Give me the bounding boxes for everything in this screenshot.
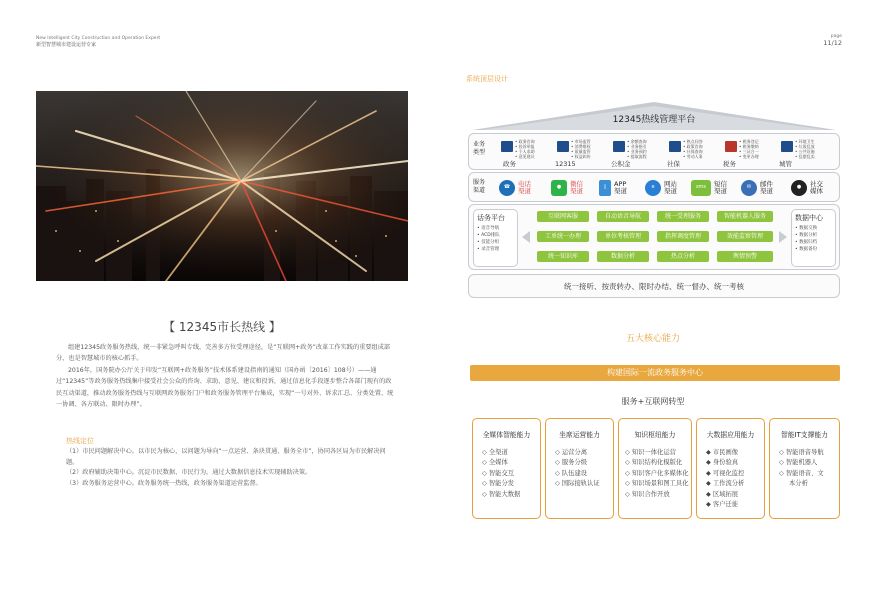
capability-item: ◇ 运营分离 <box>555 449 588 456</box>
channel-item <box>551 178 583 198</box>
market-building-icon <box>557 141 569 152</box>
channel-name: 网站 渠道 <box>664 179 677 195</box>
service-name: 税务 <box>723 160 736 168</box>
capability-item: ◇ 智能机器人 <box>779 459 818 467</box>
platform-functions-band <box>468 204 840 270</box>
capability-item: ◆ 工作流分析 <box>706 480 745 488</box>
capability-title: 知识枢纽能力 <box>634 431 676 439</box>
page-label: page <box>830 34 842 39</box>
channel-item <box>599 178 627 198</box>
service-name: 政务 <box>503 160 516 168</box>
data-center-title: 数据中心 <box>795 214 823 222</box>
capability-item: ◇ 知识一体化运营 <box>625 449 676 456</box>
call-platform-item: • 语音导航 <box>477 226 500 231</box>
service-item <box>499 139 541 167</box>
header-english: New Intelligent City Construction and Operation Expert <box>36 36 161 41</box>
service-desc: • 环境卫生 • 垃圾乱放 • 公共设施 • 乱摆乱卖 <box>795 139 815 159</box>
service-desc: • 热点问答 • 政策咨询 • 社保查询 • 劳动人事 <box>683 139 703 159</box>
data-center-item: • 数据交换 <box>795 226 818 231</box>
data-center-item: • 数据备份 <box>795 247 818 252</box>
service-name: 12315 <box>555 160 576 168</box>
core-capabilities-title: 五大核心能力 <box>625 334 680 344</box>
capability-item: ◇ 知识结构化模版化 <box>625 459 683 467</box>
capability-column <box>545 418 614 519</box>
function-box: 智能机器人服务 <box>717 211 773 222</box>
capability-item: ◇ 全渠道 <box>482 449 508 456</box>
system-design-heading: 系统顶层设计 <box>466 75 508 83</box>
capability-item: ◆ 市民画像 <box>706 449 739 456</box>
function-box: 统一知识库 <box>537 251 589 262</box>
ie-icon: e <box>645 180 661 196</box>
capability-item: 本分析 <box>789 480 808 488</box>
call-platform-title: 话务平台 <box>477 214 505 222</box>
channel-name: 社交 媒体 <box>810 179 823 195</box>
fund-building-icon <box>613 141 625 152</box>
city-light-trails-image <box>36 91 408 281</box>
right-arrow-icon <box>779 231 787 243</box>
page-number: 11/12 <box>823 39 842 47</box>
app-icon: ▯ <box>599 180 611 196</box>
capability-item: ◇ 智能语音、文 <box>779 469 824 477</box>
channel-name: 短信 渠道 <box>714 179 727 195</box>
qq-icon: ● <box>791 180 807 196</box>
sms-icon: sms <box>691 180 711 196</box>
data-center-box <box>791 209 836 267</box>
unified-process-band: 统一接听、按责转办、限时办结、统一督办、统一考核 <box>468 274 840 298</box>
phone-icon: ☎ <box>499 180 515 196</box>
service-item <box>555 139 597 167</box>
channel-item <box>691 178 727 198</box>
call-platform-item: • 技能分组 <box>477 240 500 245</box>
channel-name: 微信 渠道 <box>570 179 583 195</box>
channel-name: 电话 渠道 <box>518 179 531 195</box>
channel-item <box>499 178 531 198</box>
service-desc: • 政务咨询 • 投诉举报 • 个人求助 • 意见建议 <box>515 139 535 159</box>
capability-title: 智能IT支撑能力 <box>781 431 828 439</box>
platform-title: 12345热线管理平台 <box>612 115 696 125</box>
service-desc: • 市场监管 • 消费维权 • 质量监管 • 权益纠纷 <box>571 139 591 159</box>
service-name: 城管 <box>779 160 792 168</box>
function-box: 热点分析 <box>657 251 709 262</box>
list-item: （3）政务服务运营中心。政务服务统一热线，政务服务渠道运营监督。 <box>66 479 262 487</box>
list-item: （2）政府辅助决策中心。沉淀市民数据、市民行为，通过大数据信息技术实现辅助决策。 <box>66 469 312 477</box>
left-arrow-icon <box>522 231 530 243</box>
capability-item: ◆ 可视化监控 <box>706 469 745 477</box>
call-platform-item: • 录音管理 <box>477 247 500 252</box>
capability-title: 大数据应用能力 <box>706 431 755 439</box>
function-box: 单位考核管理 <box>597 231 649 242</box>
capability-item: ◇ 知识客户化多媒体化 <box>625 469 689 477</box>
channel-name: 邮件 渠道 <box>760 179 773 195</box>
capability-column <box>472 418 541 519</box>
capability-title: 全媒体智能能力 <box>482 431 531 439</box>
service-desc: • 税务登记 • 税务缴纳 • 三证合一 • 变更办理 <box>739 139 759 159</box>
data-center-item: • 数据分析 <box>795 233 818 238</box>
capability-item: ◇ 智能分发 <box>482 480 515 488</box>
capability-item: ◇ 队伍建设 <box>555 469 588 477</box>
channel-item <box>741 178 773 198</box>
intro-paragraph: 2016年，国务院办公厅关于印发“互联网+政务服务”技术体系建设指南的通知（国办函〔2016〕108号）——通过“12345”等政务服务热线集中接受社会公众的咨询、求助、意见、建议和投诉，通过信息化手段逐步整合各部门现有的政民互动渠道，推动政务服务热线与互联网政务服务门户和政务服务管理平台集成，实现“一号对外、诉求汇总、分类处置、统一协调、各方联动、限时办理”。 <box>56 366 394 409</box>
service-name: 公积金 <box>611 160 631 168</box>
wechat-icon: ● <box>551 180 567 196</box>
capability-item: ◇ 国际接轨认证 <box>555 480 600 488</box>
capability-column <box>618 418 692 519</box>
capability-item: ◇ 知识场景和图工具化 <box>625 480 689 488</box>
government-building-icon <box>501 141 513 152</box>
service-name: 社保 <box>667 160 680 168</box>
core-goal-bar: 构建国际一流政务服务中心 <box>470 365 840 381</box>
function-box: 效能监察管理 <box>717 231 773 242</box>
channel-name: APP 渠道 <box>614 179 627 195</box>
capability-item: ◆ 客户迁徙 <box>706 501 739 509</box>
service-desc: • 余额查询 • 业务指引 • 业务预约 • 提取流程 <box>627 139 647 159</box>
service-item <box>723 139 765 167</box>
intro-paragraph: 组建12345政务服务热线，统一非紧急呼叫专线，完善多方位受理途径，是“互联网+政务”改革工作实践的重要组成部分，也是智慧城市的核心抓手。 <box>56 344 391 363</box>
capability-item: ◇ 全媒体 <box>482 459 508 467</box>
capability-item: ◇ 服务分级 <box>555 459 588 467</box>
function-box: 统一受理服务 <box>657 211 709 222</box>
function-box: 互联网客服 <box>537 211 589 222</box>
function-box: 指挥调度管理 <box>657 231 709 242</box>
channel-item <box>645 178 677 198</box>
hotline-position-heading: 热线定位 <box>66 437 94 445</box>
intro-body <box>56 342 396 410</box>
city-management-shield-icon <box>781 141 793 152</box>
service-channels-label: 服务 渠道 <box>473 179 486 194</box>
function-box: 自动语音导航 <box>597 211 649 222</box>
service-types-label: 业务 类型 <box>473 141 486 156</box>
capability-column <box>769 418 840 519</box>
capability-item: ◇ 知识合作开放 <box>625 490 670 498</box>
function-box: 舆情预警 <box>717 251 773 262</box>
mail-icon: ✉ <box>741 180 757 196</box>
city-night-photo <box>36 91 408 281</box>
data-center-item: • 数据归档 <box>795 240 818 245</box>
hotline-title: 【 12345市长热线 】 <box>163 320 281 334</box>
service-channels-band <box>468 172 840 202</box>
capability-title: 坐席运营能力 <box>559 431 600 439</box>
list-item: （1）市民问题解决中心。以市民为核心，以问题为导向“一点运营、条块贯通、服务全市”，协同各区局为市民解决问题。 <box>66 448 386 466</box>
capability-item: ◆ 身份验真 <box>706 459 739 467</box>
capability-item: ◇ 智能大数据 <box>482 490 521 498</box>
service-item <box>779 139 821 167</box>
tax-emblem-icon <box>725 141 737 152</box>
function-box: 数据分析 <box>597 251 649 262</box>
page-indicator <box>823 34 842 46</box>
header-chinese: 新型智慧城市建设运营专家 <box>36 42 97 48</box>
service-types-band <box>468 133 840 170</box>
hotline-position-list <box>66 447 396 489</box>
capability-item: ◇ 智能语音导航 <box>779 449 824 456</box>
capability-column <box>696 418 765 519</box>
call-platform-item: • ACD排队 <box>477 233 500 238</box>
service-item <box>611 139 653 167</box>
function-box: 工单统一办理 <box>537 231 589 242</box>
service-item <box>667 139 709 167</box>
call-platform-box <box>473 209 518 267</box>
page-header <box>36 36 160 48</box>
core-subtitle: 服务+互联网转型 <box>621 397 685 406</box>
channel-item <box>791 178 823 198</box>
social-security-icon <box>669 141 681 152</box>
capability-item: ◇ 智能交互 <box>482 469 515 477</box>
capability-item: ◆ 区域拓展 <box>706 490 739 498</box>
